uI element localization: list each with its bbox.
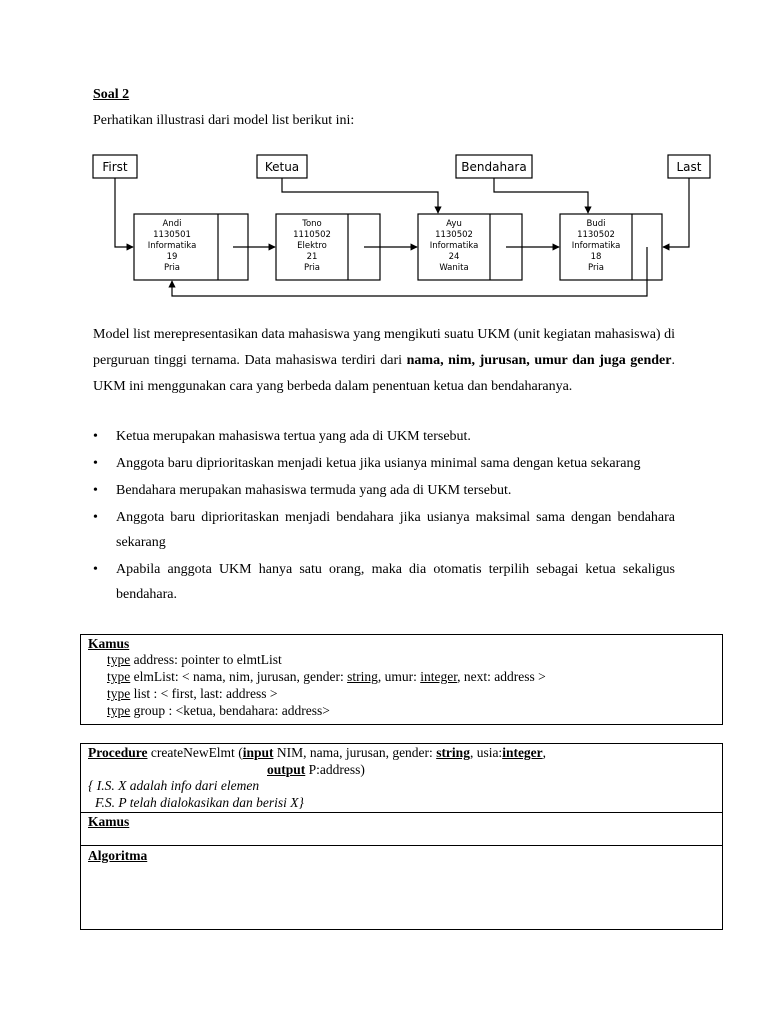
page-heading: Soal 2 — [93, 87, 130, 102]
kamus-box — [80, 634, 723, 725]
pointer-bendahara-label: Bendahara — [461, 160, 527, 174]
pointer-ketua — [257, 155, 307, 178]
procedure-signature: Procedure createNewElmt (input NIM, nama, jurusan, gender: string, usia:integer, — [88, 745, 547, 760]
procedure-comment-is: { I.S. X adalah info dari elemen — [88, 778, 260, 793]
node-umur: 19 — [166, 252, 178, 262]
procedure-kamus-label: Kamus — [88, 814, 130, 829]
list-item: • Anggota baru diprioritaskan menjadi bendahara jika usianya maksimal sama dengan bendahara sekarang — [93, 505, 675, 555]
divider — [81, 845, 722, 846]
arrow-ketua — [282, 178, 438, 213]
divider — [81, 812, 722, 813]
node-jurusan: Informatika — [429, 241, 479, 251]
list-item: • Bendahara merupakan mahasiswa termuda yang ada di UKM tersebut. — [93, 478, 675, 503]
node-jurusan: Elektro — [297, 241, 327, 251]
node-umur: 21 — [306, 252, 318, 262]
kamus-line-address: type address: pointer to elmtList — [107, 652, 282, 667]
pointer-ketua-label: Ketua — [264, 160, 300, 174]
arrow-first — [115, 178, 133, 247]
rules-list — [93, 424, 675, 609]
procedure-output: output P:address) — [267, 762, 365, 777]
procedure-box — [80, 743, 723, 930]
description-paragraph: Model list merepresentasikan data mahasiswa yang mengikuti suatu UKM (unit kegiatan mahasiswa) di perguruan tinggi ternama. Data mahasiswa terdiri dari nama, nim, jurusan, umur dan juga gender. UKM ini menggunakan cara yang berbeda dalam penentuan ketua dan bendaharanya. — [93, 327, 675, 394]
pointer-first — [93, 155, 137, 178]
intro-text: Perhatikan illustrasi dari model list berikut ini: — [93, 113, 355, 128]
list-item: • Apabila anggota UKM hanya satu orang, maka dia otomatis terpilih sebagai ketua sekaligus bendahara. — [93, 557, 675, 607]
procedure-comment-fs: F.S. P telah dialokasikan dan berisi X} — [95, 795, 304, 810]
node-gender: Pria — [587, 263, 605, 273]
kamus-line-list: type list : < first, last: address > — [107, 686, 278, 701]
node-gender: Pria — [163, 263, 181, 273]
node-nim: 1130502 — [435, 230, 473, 240]
pointer-first-label: First — [102, 160, 128, 174]
node-nim: 1130502 — [577, 230, 615, 240]
kamus-title: Kamus — [88, 636, 130, 651]
linked-list-diagram — [88, 148, 714, 314]
pointer-bendahara — [456, 155, 532, 178]
node-nim: 1110502 — [293, 230, 331, 240]
node-gender: Wanita — [439, 263, 469, 273]
node-jurusan: Informatika — [571, 241, 621, 251]
pointer-last — [668, 155, 710, 178]
arrow-last — [663, 178, 689, 247]
list-item: • Anggota baru diprioritaskan menjadi ketua jika usianya minimal sama dengan ketua sekarang — [93, 451, 675, 476]
pointer-last-label: Last — [676, 160, 702, 174]
arrow-bendahara — [494, 178, 588, 213]
node-nim: 1130501 — [153, 230, 191, 240]
node-jurusan: Informatika — [147, 241, 197, 251]
kamus-line-elmlist: type elmList: < nama, nim, jurusan, gender: string, umur: integer, next: address > — [107, 669, 546, 684]
node-nama: Ayu — [446, 219, 462, 229]
node-nama: Budi — [586, 219, 606, 229]
node-umur: 18 — [590, 252, 602, 262]
list-item: • Ketua merupakan mahasiswa tertua yang ada di UKM tersebut. — [93, 424, 675, 449]
procedure-algoritma-label: Algoritma — [88, 848, 148, 863]
node-nama: Tono — [302, 219, 322, 229]
node-andi — [134, 214, 248, 280]
node-gender: Pria — [303, 263, 321, 273]
node-nama: Andi — [162, 219, 182, 229]
node-umur: 24 — [448, 252, 460, 262]
kamus-line-group: type group : <ketua, bendahara: address> — [107, 703, 330, 718]
